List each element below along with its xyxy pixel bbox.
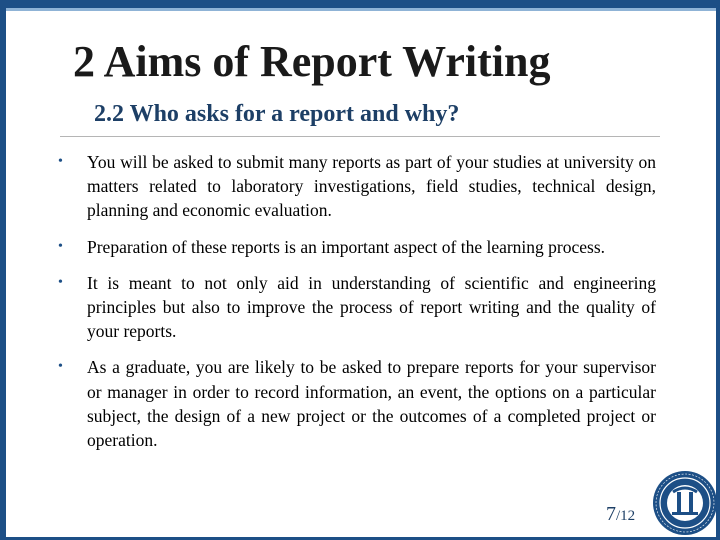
page-total: /12	[616, 508, 636, 524]
frame-top-inner-bar	[6, 8, 720, 11]
frame-top-bar	[0, 0, 720, 8]
frame-right-bar	[716, 0, 720, 540]
bullet-item	[58, 271, 656, 344]
bullet-text: It is meant to not only aid in understanding of scientific and engineering principles but also to improve the process of report writing and the quality of your reports.	[87, 272, 656, 342]
university-seal-icon	[652, 470, 718, 536]
page-number	[606, 503, 635, 526]
bullet-dot-icon: •	[58, 238, 63, 254]
bullet-dot-icon: •	[58, 154, 63, 169]
bullet-dot-icon: •	[58, 274, 63, 290]
bullet-text: As a graduate, you are likely to be asked to prepare reports for your supervisor or manager in order to record information, an event, the options on a particular subject, the design of a new project or the outcomes of a completed project or operation.	[87, 357, 656, 451]
bullet-item	[58, 235, 656, 259]
page-current: 7	[606, 503, 616, 525]
bullet-list	[58, 150, 656, 464]
title-divider	[60, 136, 660, 137]
slide-subtitle: 2.2 Who asks for a report and why?	[94, 101, 460, 127]
bullet-item	[58, 150, 656, 223]
slide-title: 2 Aims of Report Writing	[73, 37, 551, 86]
bullet-text: You will be asked to submit many reports as part of your studies at university on matters related to laboratory investigations, field studies, technical design, planning and economic evaluation.	[87, 152, 656, 221]
bullet-text: Preparation of these reports is an important aspect of the learning process.	[87, 236, 606, 257]
frame-left-bar	[0, 0, 6, 540]
bullet-dot-icon: •	[58, 359, 63, 375]
bullet-item	[58, 355, 656, 452]
